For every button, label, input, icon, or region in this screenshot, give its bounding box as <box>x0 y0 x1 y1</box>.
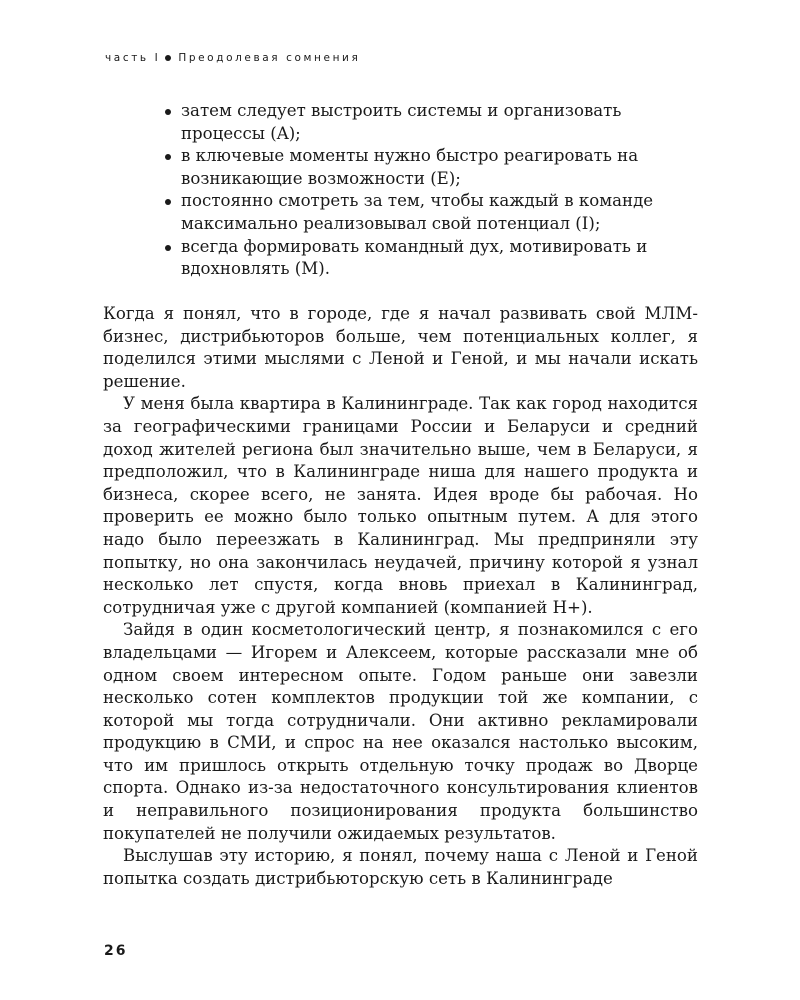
bullet-item: постоянно смотреть за тем, чтобы каждый в команде максимально реализовывал свой потенциал (I); <box>162 190 702 235</box>
body-text <box>103 303 698 890</box>
running-head <box>105 52 360 64</box>
bullet-item: затем следует выстроить системы и организовать процессы (A); <box>162 100 702 145</box>
paragraph: Зайдя в один косметологический центр, я познакомился с его владельцами — Игорем и Алексеем, которые рассказали мне об одном своем интересном опыте. Годом раньше они завезли несколько сотен комплектов продукции той же компании, с которой мы тогда сотрудничали. Они активно рекламировали продукцию в СМИ, и спрос на нее оказался настолько высоким, что им пришлось открыть отдельную точку продаж во Дворце спорта. Однако из-за недостаточного консультирования клиентов и неправильного позиционирования продукта большинство покупателей не получили ожидаемых результатов. <box>103 620 698 843</box>
bullet-item: всегда формировать командный дух, мотивировать и вдохновлять (M). <box>162 236 702 281</box>
bullet-dot-icon <box>165 55 171 61</box>
page-number: 26 <box>104 943 128 959</box>
running-head-part: часть I <box>105 52 161 64</box>
running-head-title: Преодолевая сомнения <box>178 52 361 64</box>
bullet-item: в ключевые моменты нужно быстро реагировать на возникающие возможности (E); <box>162 145 702 190</box>
bullet-list <box>162 100 702 281</box>
paragraph: Когда я понял, что в городе, где я начал развивать свой МЛМ-бизнес, дистрибьюторов больше, чем потенциальных коллег, я поделился этими мыслями с Леной и Геной, и мы начали искать решение. <box>103 304 698 391</box>
paragraph: У меня была квартира в Калининграде. Так как город находится за географическими границами России и Беларуси и средний доход жителей региона был значительно выше, чем в Беларуси, я предположил, что в Калининграде ниша для нашего продукта и бизнеса, скорее всего, не занята. Идея вроде бы рабочая. Но проверить ее можно было только опытным путем. А для этого надо было переезжать в Калининград. Мы предприняли эту попытку, но она закончилась неудачей, причину которой я узнал несколько лет спустя, когда вновь приехал в Калининград, сотрудничая уже с другой компанией (компанией H+). <box>103 394 698 617</box>
paragraph: Выслушав эту историю, я понял, почему наша с Леной и Геной попытка создать дистрибьюторскую сеть в Калининграде <box>103 846 698 888</box>
